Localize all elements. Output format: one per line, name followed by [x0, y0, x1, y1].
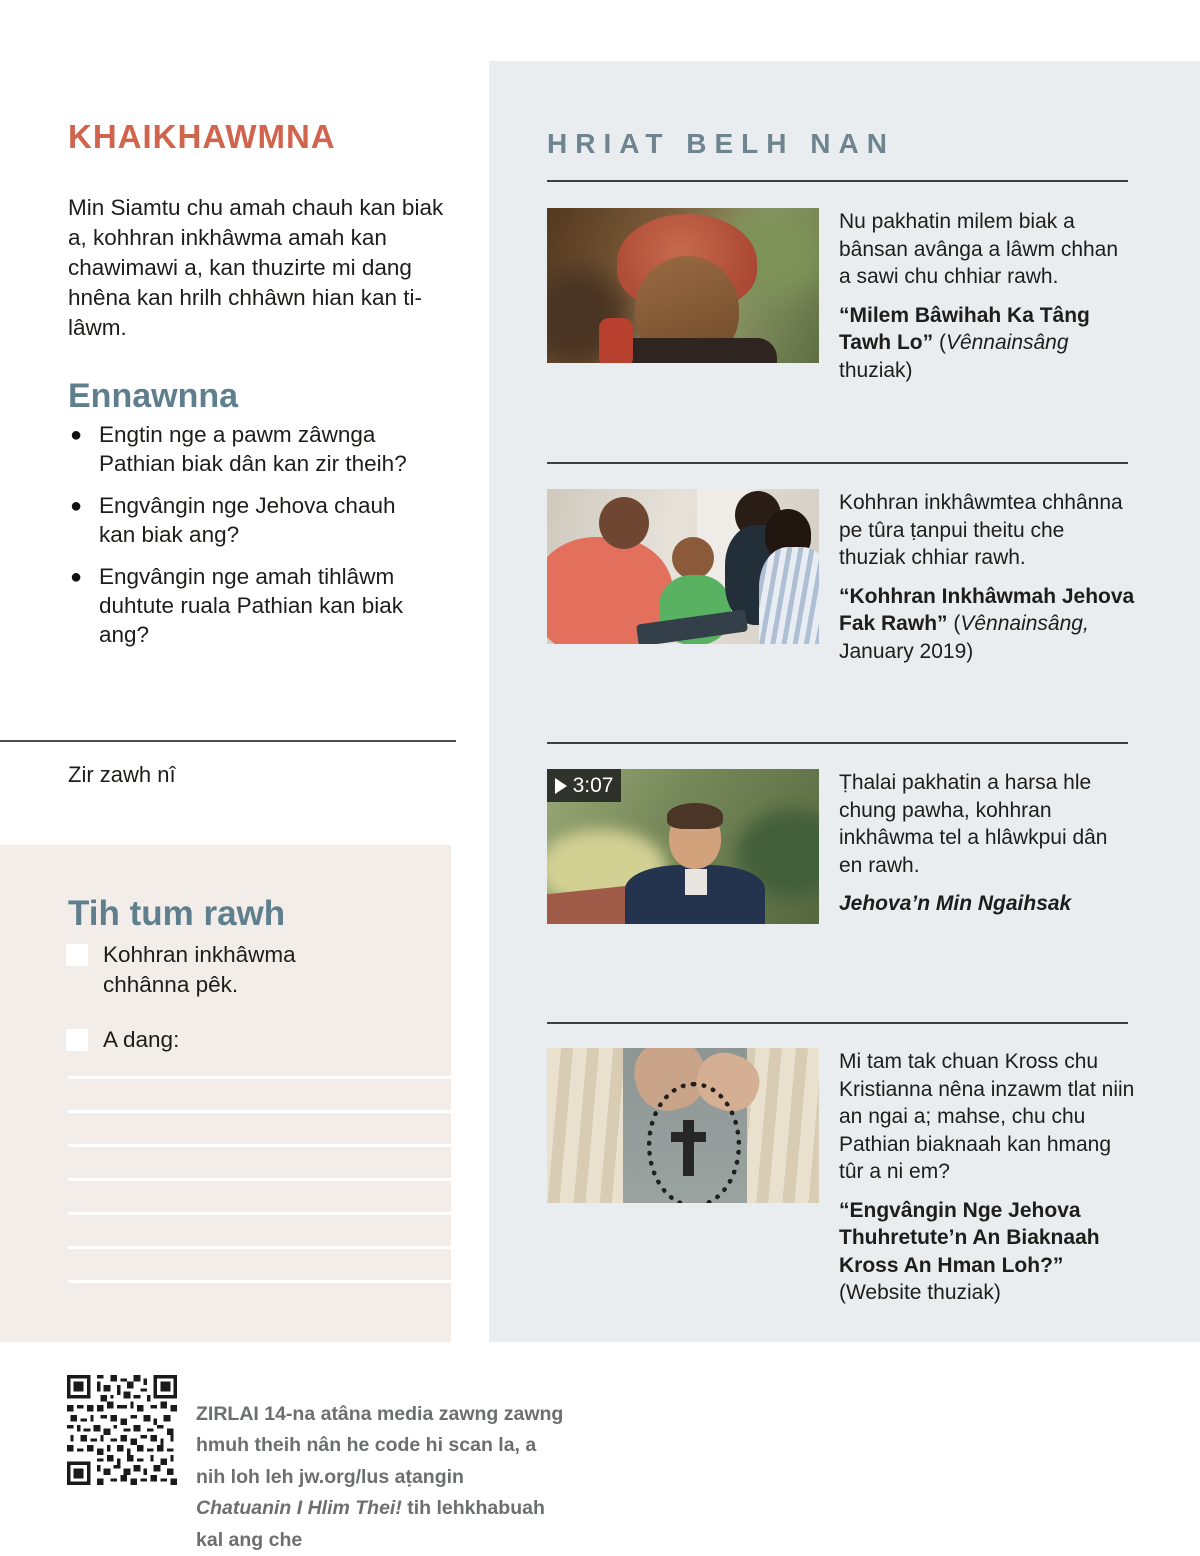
section-body: Ṭhalai pakhatin a harsa hle chung pawha, kohhran inkhâwma tel a hlâwkpui dân en rawh. [839, 769, 1135, 879]
writing-line [68, 1110, 451, 1113]
section-divider [547, 462, 1128, 464]
section-body: Mi tam tak chuan Kross chu Kristianna nêna inzawm tlat niin an ngai a; mahse, chu chu Pathian biaknaah kan hmang tûr a ni em? [839, 1048, 1135, 1186]
divider [0, 740, 456, 742]
bullet-icon: ● [70, 563, 82, 592]
review-heading: Ennawnna [68, 377, 238, 416]
section-text [839, 489, 1135, 665]
goals-heading: Tih tum rawh [68, 894, 285, 934]
section-text [839, 769, 1135, 918]
completion-date-label: Zir zawh nî [68, 762, 176, 788]
section-reference: “Kohhran Inkhâwmah Jehova Fak Rawh” (Vênnainsâng, January 2019) [839, 583, 1135, 666]
section-body: Nu pakhatin milem biak a bânsan avânga a lâwm chhan a sawi chu chhiar rawh. [839, 208, 1135, 291]
qr-code-icon [67, 1375, 177, 1485]
section-reference: Jehova’n Min Ngaihsak [839, 890, 1135, 918]
panel-heading: HRIAT BELH NAN [547, 128, 895, 160]
writing-line [68, 1178, 451, 1181]
bullet-icon: ● [70, 421, 82, 450]
section-text [839, 1048, 1135, 1307]
writing-line [68, 1212, 451, 1215]
photo-family-bible-study [547, 489, 819, 644]
section-divider [547, 1022, 1128, 1024]
bullet-icon: ● [70, 492, 82, 521]
play-icon [555, 778, 567, 794]
section-reference: “Engvângin Nge Jehova Thuhretute’n An Biaknaah Kross An Hman Loh?” (Website thuziak) [839, 1197, 1135, 1307]
writing-line [68, 1076, 451, 1079]
photo-woman-red-headwrap [547, 208, 819, 363]
video-thumbnail-young-man[interactable] [547, 769, 819, 924]
review-question: ● Engtin nge a pawm zâwnga Pathian biak dân kan zir theih? [68, 420, 428, 478]
section-divider [547, 180, 1128, 182]
review-question: ● Engvângin nge Jehova chauh kan biak ang? [68, 491, 428, 549]
goal-item: Kohhran inkhâwma chhânna pêk. [66, 940, 338, 1000]
writing-line [68, 1246, 451, 1249]
more-information-panel [489, 61, 1200, 1342]
section-reference: “Milem Bâwihah Ka Tâng Tawh Lo” (Vênnainsâng thuziak) [839, 302, 1135, 385]
video-duration: 3:07 [573, 774, 614, 798]
writing-line [68, 1144, 451, 1147]
intro-paragraph: Min Siamtu chu amah chauh kan biak a, kohhran inkhâwma amah kan chawimawi a, kan thuzirte mi dang hnêna kan hrilh chhâwn hian kan ti-lâwm. [68, 193, 460, 343]
video-duration-badge [547, 769, 621, 802]
section-text [839, 208, 1135, 384]
page-title: KHAIKHAWMNA [68, 118, 336, 156]
goals-box [0, 845, 451, 1342]
photo-rosary-cross [547, 1048, 819, 1203]
qr-instructions: ZIRLAI 14-na atâna media zawng zawng hmuh theih nân he code hi scan la, a nih loh leh jw.org/lus aṭangin Chatuanin I Hlim Thei! tih lehkhabuah kal ang che [196, 1399, 564, 1556]
review-question: ● Engvângin nge amah tihlâwm duhtute ruala Pathian kan biak ang? [68, 562, 428, 649]
goal-item: A dang: [66, 1025, 338, 1055]
review-question-list [68, 420, 428, 662]
section-body: Kohhran inkhâwmtea chhânna pe tûra ṭanpui theitu che thuziak chhiar rawh. [839, 489, 1135, 572]
section-divider [547, 742, 1128, 744]
writing-line [68, 1280, 451, 1283]
checkbox[interactable] [66, 944, 88, 966]
checkbox[interactable] [66, 1029, 88, 1051]
